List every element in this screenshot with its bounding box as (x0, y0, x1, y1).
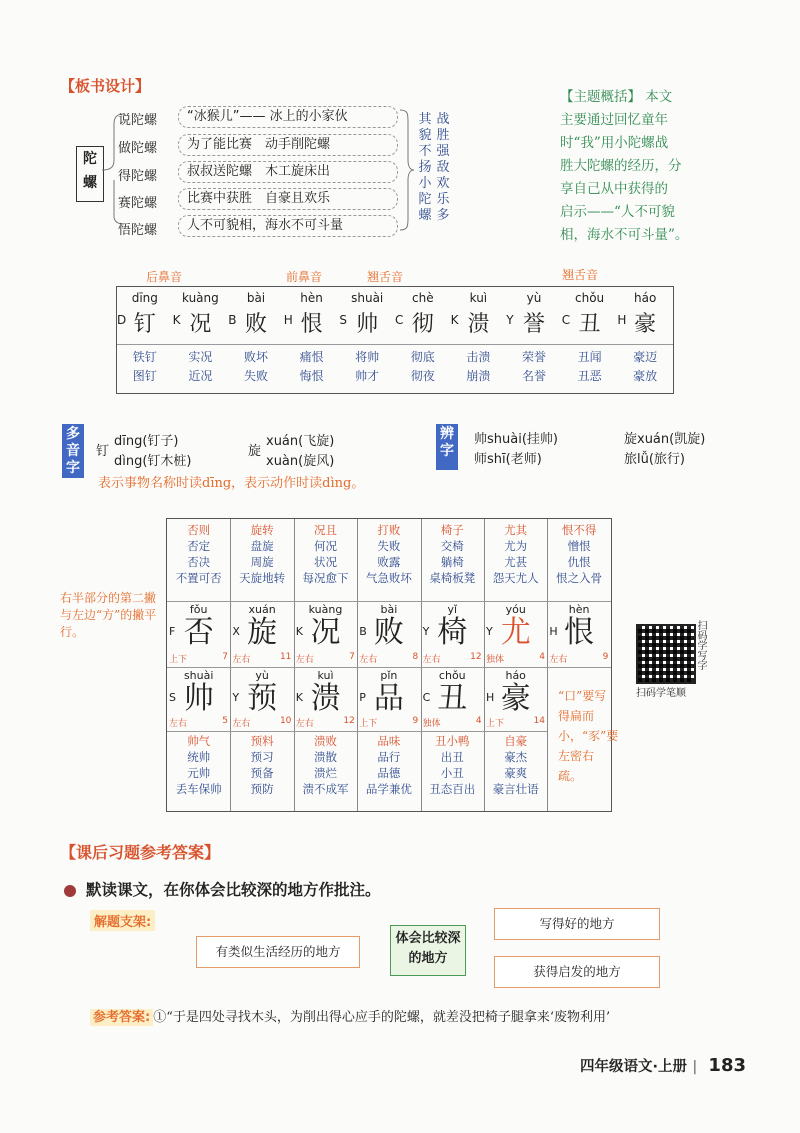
character: 彻 (411, 312, 434, 337)
grid-word: 豪言壮语 (492, 782, 539, 796)
grid-structure: 上下 (359, 719, 378, 729)
poly-note: 表示事物名称时读dīng，表示动作时读dìng。 (98, 476, 365, 491)
grid-strokes: 9 (412, 716, 419, 726)
grid-word: 品德 (377, 766, 401, 780)
grid-word: 品学兼优 (365, 782, 412, 796)
grid-pinyin: yóu (505, 603, 526, 616)
grid-word: 预防 (250, 782, 274, 796)
character: 败 (244, 312, 267, 337)
grid-char: 尤 (500, 615, 531, 650)
distinguish-item: 帅shuài(挂帅) (474, 432, 558, 447)
grid-strokes: 8 (412, 652, 419, 662)
initial-letter: K (450, 313, 459, 327)
grid-word: 躺椅 (440, 555, 464, 569)
grid-word: 否则 (187, 523, 211, 537)
grid-word: 旋转 (250, 523, 274, 537)
grid-letter: Y (232, 691, 240, 704)
board-left-item: 说陀螺 (118, 113, 158, 128)
word: 名誉 (521, 369, 546, 383)
grid-char: 椅 (437, 615, 468, 650)
frame-box-right-top: 写得好的地方 (494, 908, 660, 940)
grid-word: 打败 (377, 523, 401, 537)
character: 恨 (300, 312, 323, 337)
character: 况 (189, 312, 212, 337)
grid-strokes: 9 (602, 652, 609, 662)
tone-label: 翘舌音 (367, 270, 404, 284)
grid-word: 预料 (250, 734, 274, 748)
theme-summary (560, 86, 720, 247)
grid-word: 尤其 (504, 523, 528, 537)
grid-char: 丑 (437, 681, 468, 716)
word: 图钉 (132, 369, 157, 383)
grid-word: 不置可否 (175, 571, 222, 585)
grid-char: 预 (247, 681, 278, 716)
word: 击溃 (466, 350, 491, 364)
grid-word: 失败 (377, 539, 401, 553)
grid-strokes: 7 (222, 652, 228, 662)
grid-word: 否决 (187, 555, 211, 569)
word: 丑恶 (577, 369, 602, 383)
pinyin: háo (634, 291, 657, 305)
board-summary-col2: 战胜强敌欢乐多 (436, 112, 450, 223)
pinyin-table (116, 286, 674, 394)
distinguish-item: 旅lǚ(旅行) (624, 452, 685, 467)
pinyin: hèn (300, 291, 323, 305)
grid-word: 天旋地转 (239, 571, 286, 585)
poly-reading: xuán(飞旋) (266, 434, 335, 449)
grid-pinyin: xuán (248, 603, 276, 616)
theme-line: 启示——“人不可貌 (560, 204, 675, 220)
grid-letter: P (359, 691, 366, 704)
book-title: 四年级语文·上册 (580, 1059, 688, 1075)
word: 帅才 (355, 369, 380, 383)
character: 溃 (467, 312, 490, 337)
word: 豪迈 (633, 350, 658, 364)
board-right-item: 为了能比赛 动手削陀螺 (178, 134, 398, 156)
grid-strokes: 10 (279, 716, 292, 726)
theme-line: 胜大陀螺的经历，分 (560, 158, 682, 174)
character: 丑 (578, 312, 601, 337)
frame-box-right-bottom: 获得启发的地方 (494, 956, 660, 988)
theme-line: 相，海水不可斗量”。 (560, 227, 689, 243)
character: 帅 (356, 312, 379, 337)
board-center-label: 陀螺 (76, 146, 104, 202)
grid-word: 桌椅板凳 (429, 571, 476, 585)
grid-word: 品行 (377, 750, 401, 764)
grid-word: 状况 (313, 555, 337, 569)
grid-word: 恨不得 (561, 523, 597, 537)
initial-letter: C (561, 313, 571, 327)
grid-structure: 左右 (295, 719, 314, 729)
grid-word: 溃烂 (313, 766, 337, 780)
grid-word: 丑态百出 (429, 782, 476, 796)
reference-answer (90, 1006, 610, 1025)
theme-line: 时“我”用小陀螺战 (560, 135, 669, 151)
grid-word: 况且 (313, 523, 337, 537)
grid-word: 统帅 (187, 750, 211, 764)
right-brace (400, 108, 414, 232)
grid-word: 尤为 (504, 539, 528, 553)
grid-structure: 左右 (295, 655, 314, 665)
answers-title: 【课后习题参考答案】 (60, 843, 221, 862)
grid-pinyin: yǐ (447, 603, 458, 616)
tone-label: 翘舌音 (562, 268, 599, 282)
page-number: 183 (708, 1055, 746, 1076)
grid-letter: C (422, 691, 431, 704)
grid-strokes: 4 (539, 652, 545, 662)
initial-letter: H (617, 313, 627, 327)
frame-box-left: 有类似生活经历的地方 (196, 936, 360, 968)
polyphonic-badge: 多音字 (62, 424, 84, 478)
grid-word: 气急败坏 (365, 571, 412, 585)
grid-structure: 上下 (486, 719, 505, 729)
initial-letter: D (117, 313, 127, 327)
board-right-item: 人不可貌相，海水不可斗量 (178, 215, 398, 237)
grid-structure: 左右 (232, 655, 251, 665)
distinguish-item: 旋xuán(凯旋) (624, 432, 706, 447)
word: 丑闻 (577, 350, 602, 364)
grid-char: 溃 (310, 681, 341, 716)
grid-pinyin: kuàng (308, 603, 343, 616)
board-left-item: 赛陀螺 (118, 196, 158, 211)
grid-word: 恨之入骨 (556, 571, 603, 585)
grid-letter: S (169, 691, 176, 704)
board-right-item: 比赛中获胜 自豪且欢乐 (178, 188, 398, 210)
grid-word: 溃不成军 (302, 782, 349, 796)
word: 痛恨 (299, 350, 324, 364)
grid-word: 椅子 (440, 523, 464, 537)
frame-box-center: 体会比较深的地方 (390, 925, 466, 976)
grid-strokes: 14 (533, 716, 545, 726)
character: 豪 (634, 312, 657, 337)
grid-word: 仇恨 (567, 555, 591, 569)
qr-caption: 扫码学笔顺 (636, 688, 686, 699)
grid-note-right: “口”要写得扁而小，“豕”要左密右疏。 (558, 689, 619, 783)
word: 悔恨 (299, 369, 324, 383)
grid-structure: 独体 (486, 655, 505, 665)
grid-word: 溃败 (313, 734, 337, 748)
grid-word: 怨天尤人 (492, 571, 539, 585)
question-text: 默读课文，在你体会比较深的地方作批注。 (86, 881, 381, 899)
poly-reading: dìng(钉木桩) (114, 454, 192, 469)
grid-char: 恨 (564, 615, 595, 650)
pinyin: kuì (469, 291, 488, 305)
initial-letter: K (172, 313, 181, 327)
initial-letter: B (228, 313, 237, 327)
board-right-item: 叔叔送陀螺 木工旋床出 (178, 161, 398, 183)
grid-pinyin: pǐn (380, 669, 398, 682)
poly-reading: dīng(钉子) (114, 434, 179, 449)
grid-word: 元帅 (187, 766, 211, 780)
distinguish-badge: 辨字 (436, 424, 458, 470)
grid-word: 盘旋 (250, 539, 274, 553)
grid-word: 品味 (377, 734, 401, 748)
theme-line: 享自己从中获得的 (560, 181, 668, 197)
grid-pinyin: fǒu (189, 603, 208, 616)
grid-letter: H (486, 691, 495, 704)
grid-strokes: 11 (279, 652, 292, 662)
word: 铁钉 (132, 350, 157, 364)
grid-structure: 上下 (169, 655, 188, 665)
grid-note-left: 右半部分的第二撇与左边“方”的撇平行。 (60, 591, 157, 639)
grid-structure: 左右 (549, 655, 568, 665)
grid-strokes: 12 (343, 716, 355, 726)
tone-label: 前鼻音 (286, 270, 323, 284)
grid-strokes: 7 (349, 652, 355, 662)
grid-char: 品 (373, 681, 404, 716)
grid-word: 交椅 (440, 539, 464, 553)
grid-word: 出丑 (440, 750, 464, 764)
character-grid (166, 518, 612, 812)
word: 彻底 (410, 350, 435, 364)
pinyin: yù (526, 291, 542, 305)
pinyin: shuài (351, 291, 384, 305)
word: 崩溃 (466, 369, 491, 383)
word: 败坏 (243, 350, 268, 364)
word: 彻夜 (410, 369, 435, 383)
board-left-item: 做陀螺 (118, 141, 158, 156)
grid-word: 周旋 (250, 555, 274, 569)
word: 实况 (188, 350, 213, 364)
theme-line: 主要通过回忆童年 (560, 112, 668, 128)
pinyin: chè (412, 291, 434, 305)
page-footer: 四年级语文·上册 | 183 (580, 1055, 746, 1076)
grid-word: 何况 (313, 539, 337, 553)
grid-structure: 左右 (169, 719, 188, 729)
word: 荣誉 (521, 350, 546, 364)
grid-word: 败露 (377, 555, 401, 569)
grid-structure: 左右 (422, 655, 441, 665)
pinyin: chǒu (575, 291, 605, 305)
board-left-item: 悟陀螺 (118, 223, 158, 238)
grid-letter: F (169, 625, 176, 638)
grid-letter: K (295, 625, 304, 638)
grid-structure: 左右 (359, 655, 378, 665)
grid-word: 豪杰 (504, 750, 528, 764)
grid-char: 旋 (247, 615, 278, 650)
grid-word: 自豪 (504, 734, 528, 748)
grid-pinyin: bài (380, 603, 398, 616)
grid-char: 败 (373, 615, 404, 650)
word: 将帅 (355, 350, 380, 364)
grid-word: 预习 (250, 750, 274, 764)
grid-word: 豪爽 (504, 766, 528, 780)
reference-label: 参考答案: (90, 1009, 153, 1026)
initial-letter: H (283, 313, 293, 327)
grid-pinyin: kuì (317, 669, 334, 682)
grid-word: 帅气 (187, 734, 211, 748)
grid-word: 否定 (187, 539, 211, 553)
grid-pinyin: yù (255, 669, 269, 682)
grid-char: 帅 (183, 681, 214, 716)
poly-char: 旋 (248, 444, 262, 459)
grid-word: 每况愈下 (302, 571, 349, 585)
poly-reading: xuàn(旋风) (266, 454, 335, 469)
grid-strokes: 12 (470, 652, 482, 662)
word: 豪放 (633, 369, 658, 383)
pinyin: dīng (131, 291, 158, 305)
qr-code[interactable] (636, 624, 696, 684)
grid-letter: K (295, 691, 304, 704)
grid-word: 溃散 (313, 750, 337, 764)
grid-letter: X (232, 625, 240, 638)
grid-word: 尤甚 (504, 555, 528, 569)
grid-pinyin: háo (505, 669, 526, 682)
grid-pinyin: chǒu (438, 669, 466, 682)
initial-letter: S (339, 313, 348, 327)
grid-letter: H (549, 625, 558, 638)
grid-letter: B (359, 625, 367, 638)
bullet-icon (64, 885, 76, 897)
distinguish-item: 师shī(老师) (474, 452, 542, 467)
initial-letter: C (395, 313, 404, 327)
pinyin: kuàng (182, 291, 219, 305)
grid-structure: 左右 (232, 719, 251, 729)
initial-letter: Y (506, 313, 514, 327)
word: 近况 (188, 369, 213, 383)
character: 誉 (522, 312, 545, 337)
grid-pinyin: hèn (568, 603, 590, 616)
poly-char: 钉 (96, 444, 110, 459)
grid-word: 憎恨 (567, 539, 591, 553)
board-left-item: 得陀螺 (118, 169, 158, 184)
pinyin: bài (246, 291, 266, 305)
board-summary-col1: 其貌不扬小陀螺 (418, 112, 432, 223)
grid-strokes: 4 (475, 716, 482, 726)
board-right-item: “冰猴儿”—— 冰上的小家伙 (178, 106, 398, 128)
theme-line: 【主题概括】 本文 (560, 89, 673, 105)
grid-word: 小丑 (440, 766, 464, 780)
grid-word: 丢车保帅 (175, 782, 222, 796)
grid-strokes: 5 (222, 716, 228, 726)
grid-word: 预备 (250, 766, 274, 780)
question-1 (64, 878, 381, 900)
grid-letter: Y (486, 625, 493, 638)
qr-label: 扫码学写字 (695, 620, 706, 670)
frame-label: 解题支架: (90, 910, 155, 931)
grid-char: 况 (310, 615, 341, 650)
board-title: 【板书设计】 (60, 77, 151, 95)
tone-label: 后鼻音 (146, 270, 183, 284)
grid-word: 丑小鸭 (435, 734, 470, 748)
grid-char: 否 (183, 615, 214, 650)
grid-letter: Y (422, 625, 430, 638)
grid-char: 豪 (500, 681, 531, 716)
grid-structure: 独体 (422, 719, 441, 729)
reference-text: ①“于是四处寻找木头，为削出得心应手的陀螺，就差没把椅子腿拿来‘废物利用’ (153, 1010, 611, 1025)
character: 钉 (133, 312, 156, 337)
grid-pinyin: shuài (183, 669, 214, 682)
word: 失败 (243, 369, 268, 383)
